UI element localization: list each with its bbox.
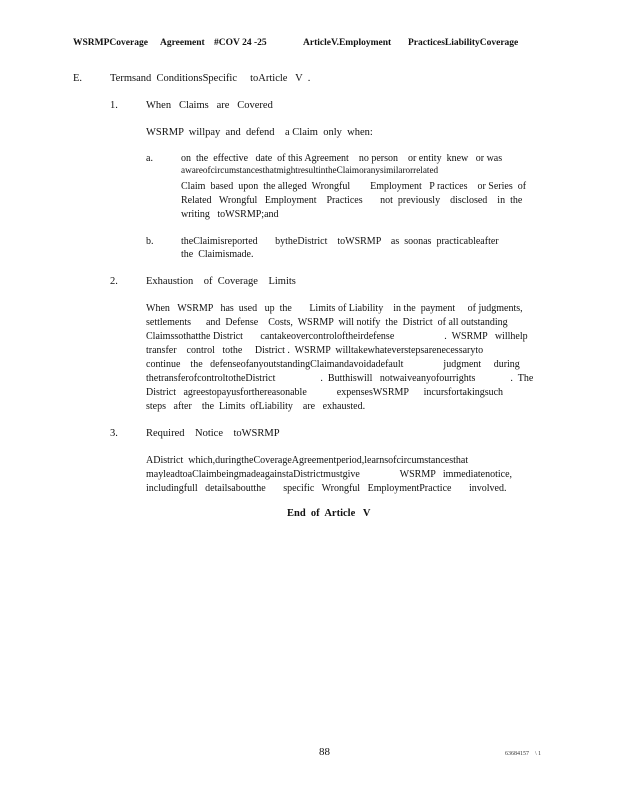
paragraph-line: the Claimismade. xyxy=(181,249,254,260)
paragraph-line: settlements and Defense Costs, WSRMP will notify the District of all outstanding xyxy=(146,317,508,328)
paragraph-line: Claimssothatthe District cantakeovercontroloftheirdefense . WSRMP willhelp xyxy=(146,331,528,342)
item-1a-label: a. xyxy=(146,153,153,164)
item-3-number: 3. xyxy=(110,428,118,439)
paragraph-line: theClaimisreported bytheDistrict toWSRMP as soonas practicableafter xyxy=(181,236,499,247)
header-agreement: Agreement xyxy=(160,38,205,48)
paragraph-line: Claim based upon the alleged Wrongful Employment P ractices or Series of xyxy=(181,181,527,192)
paragraph-line: Related Wrongful Employment Practices not previously disclosed in the xyxy=(181,195,523,206)
paragraph-line: transfer control tothe District . WSRMP willtakewhateverstepsarenecessaryto xyxy=(146,345,484,356)
end-of-article: End of Article V xyxy=(287,508,371,519)
header-article: ArticleV.Employment xyxy=(303,38,392,48)
item-1-number: 1. xyxy=(110,100,118,111)
header-cov-number: #COV 24 -25 xyxy=(214,38,267,48)
paragraph-line: awareofcircumstancesthatmightresultintheClaimoranysimilarorrelated xyxy=(181,165,439,175)
paragraph-line: continue the defenseofanyoutstandingClaimandavoidadefault judgment during xyxy=(146,359,520,370)
paragraph-line: writing toWSRMP;and xyxy=(181,209,279,220)
paragraph-line: steps after the Limits ofLiability are exhausted. xyxy=(146,401,366,412)
header-left: WSRMPCoverage xyxy=(73,38,148,48)
paragraph-line: District agreestopayusforthereasonable expensesWSRMP incursfortakingsuch xyxy=(146,387,504,398)
paragraph-line: When WSRMP has used up the Limits of Liability in the payment of judgments, xyxy=(146,303,523,314)
paragraph-line: includingfull detailsaboutthe specific Wrongful EmploymentPractice involved. xyxy=(146,483,507,494)
item-1b-label: b. xyxy=(146,236,154,247)
paragraph-line: ADistrict which,duringtheCoverageAgreementperiod,learnsofcircumstancesthat xyxy=(146,455,469,466)
document-id: 63684157 \ 1 xyxy=(505,751,542,757)
paragraph-line: on the effective date of this Agreement no person or entity knew or was xyxy=(181,153,503,164)
item-1-title: When Claims are Covered xyxy=(146,100,273,111)
paragraph-line: thetransferofcontroltotheDistrict . Butthiswill notwaiveanyofourrights . The xyxy=(146,373,534,384)
header-practices: PracticesLiabilityCoverage xyxy=(408,38,519,48)
paragraph-line: mayleadtoaClaimbeingmadeagainstaDistrictmustgive WSRMP immediatenotice, xyxy=(146,469,513,480)
page-number: 88 xyxy=(319,746,330,758)
item-1-intro: WSRMP willpay and defend a Claim only when: xyxy=(146,127,373,138)
item-2-number: 2. xyxy=(110,276,118,287)
item-2-title: Exhaustion of Coverage Limits xyxy=(146,276,296,287)
item-3-title: Required Notice toWSRMP xyxy=(146,428,280,439)
section-title: Termsand ConditionsSpecific toArticle V . xyxy=(110,73,311,84)
section-letter: E. xyxy=(73,73,83,84)
